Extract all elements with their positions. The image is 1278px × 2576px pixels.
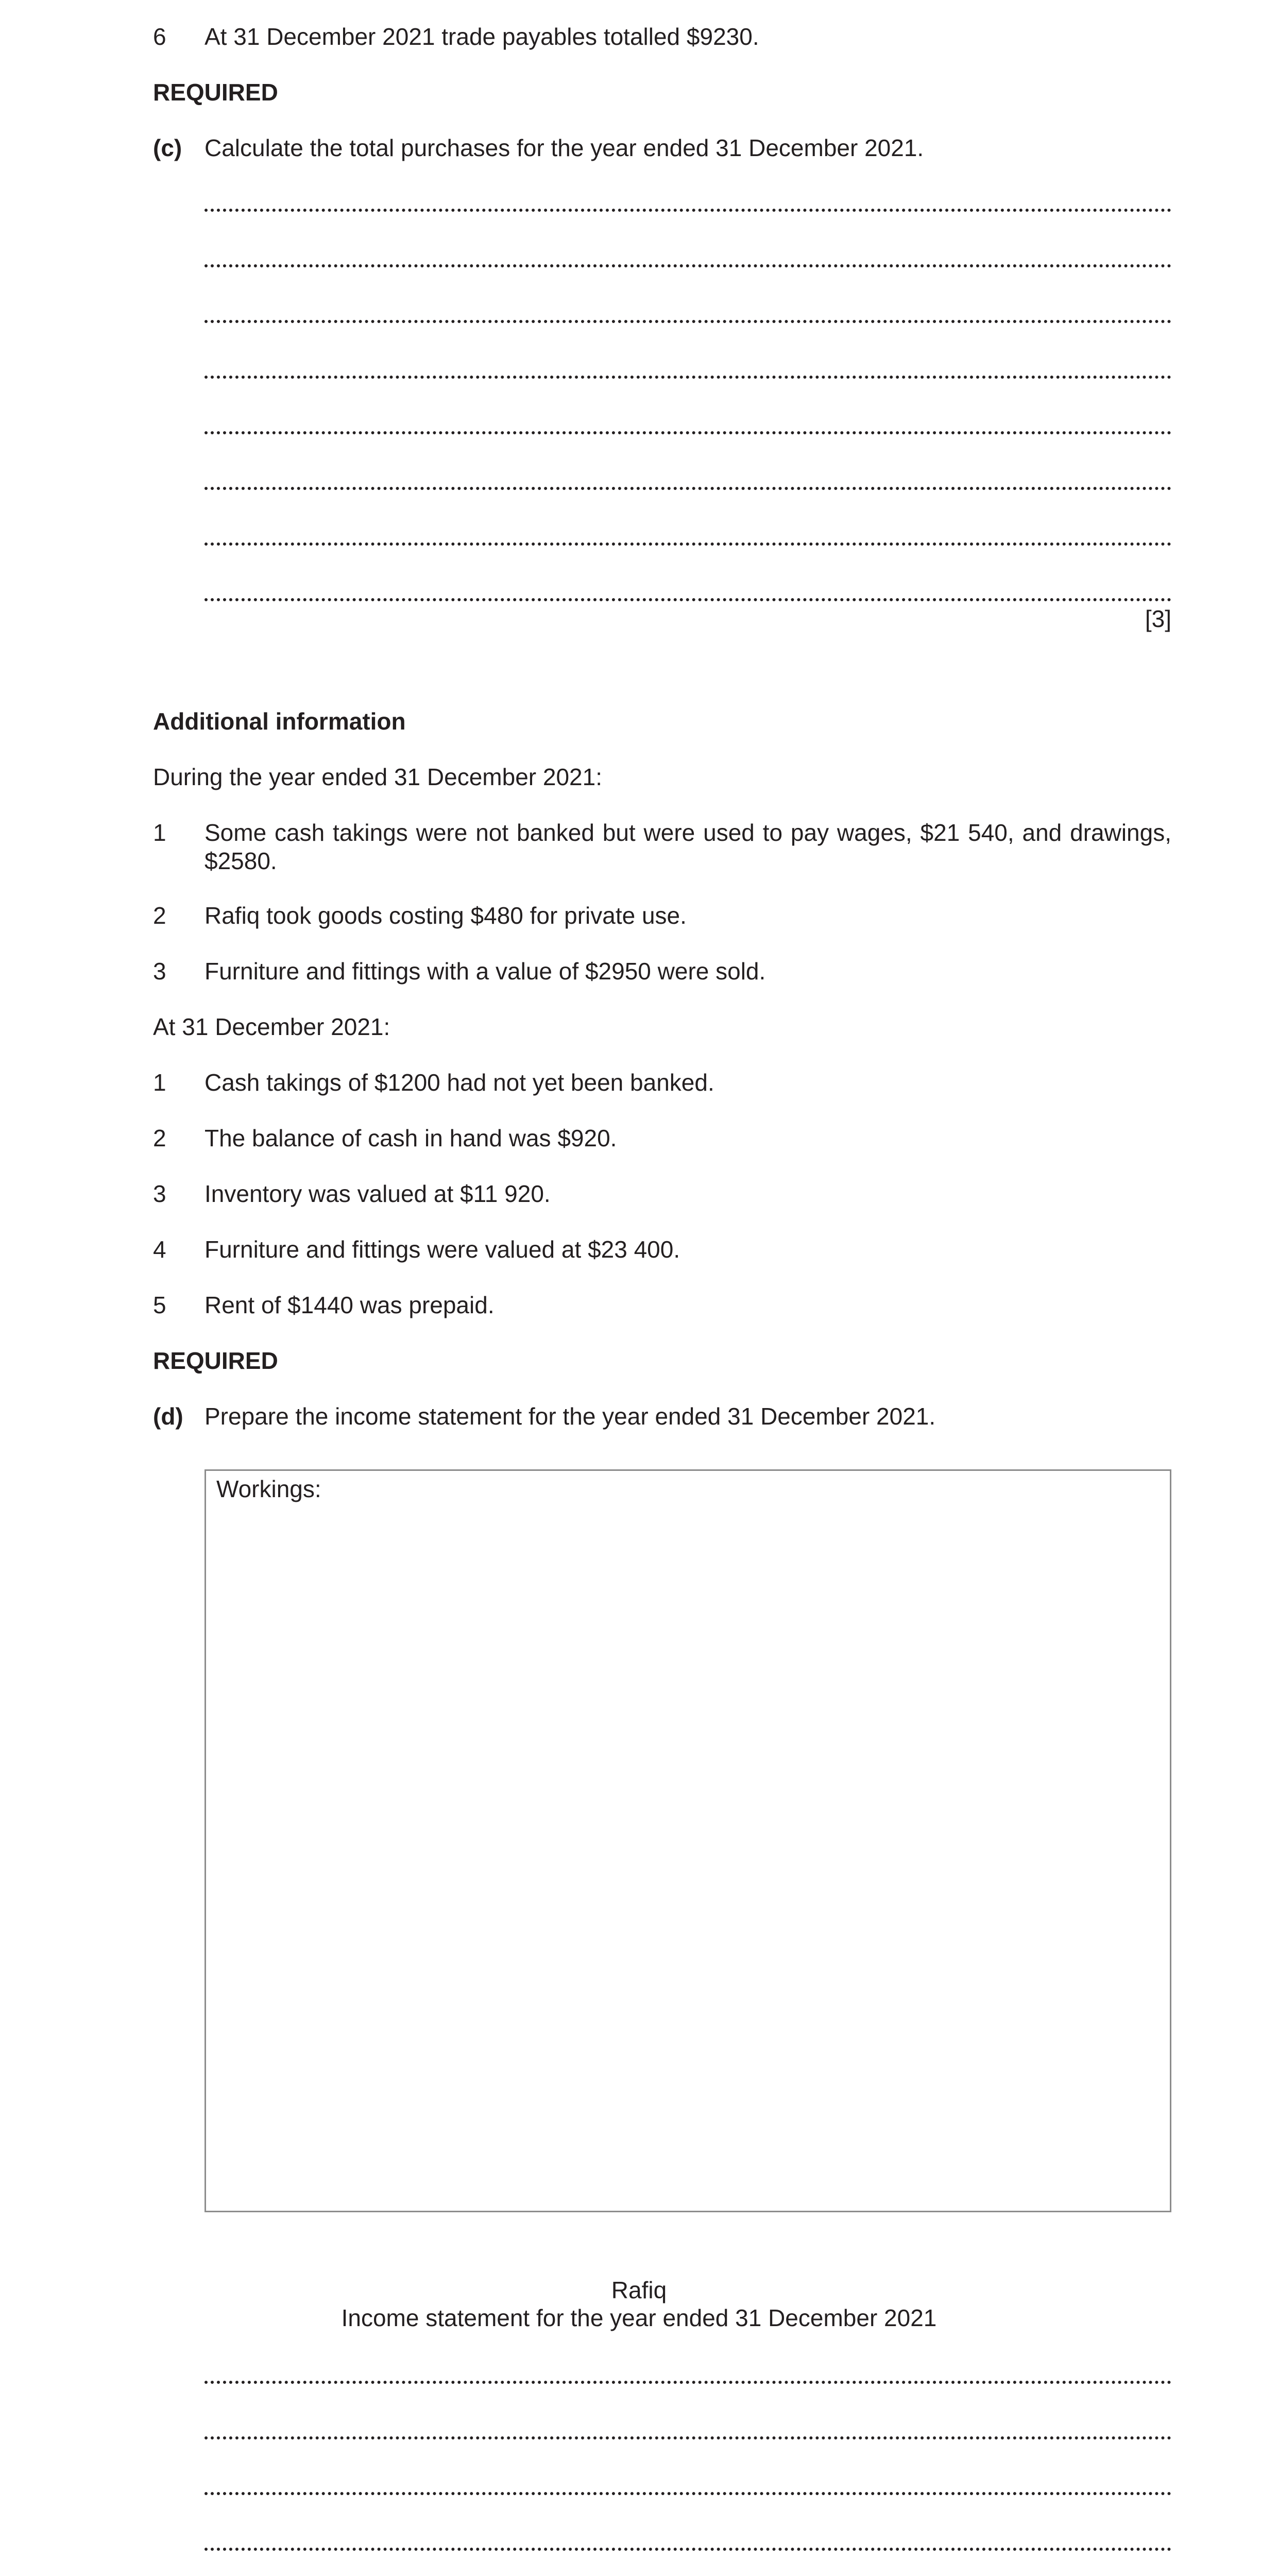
part-c-label: (c) — [153, 134, 182, 161]
item-number: 3 — [153, 1180, 166, 1207]
part-c-question: Calculate the total purchases for the year ended 31 December 2021. — [205, 134, 924, 161]
answer-line[interactable] — [205, 543, 1171, 546]
workings-label: Workings: — [216, 1476, 321, 1502]
marks-c: [3] — [1145, 605, 1171, 632]
item-number: 3 — [153, 958, 166, 985]
answer-line[interactable] — [205, 2381, 1171, 2384]
answer-line[interactable] — [205, 2492, 1171, 2495]
item-text: Furniture and fittings were valued at $23 400. — [205, 1236, 680, 1263]
answer-line[interactable] — [205, 431, 1171, 434]
answer-line[interactable] — [205, 2548, 1171, 2551]
required-heading: REQUIRED — [153, 79, 278, 106]
item-text: Rent of $1440 was prepaid. — [205, 1292, 495, 1318]
item-number: 2 — [153, 902, 166, 929]
item-number: 1 — [153, 1069, 166, 1096]
item-text: Inventory was valued at $11 920. — [205, 1180, 551, 1207]
statement-name: Rafiq — [611, 2277, 667, 2303]
answer-line[interactable] — [205, 598, 1171, 601]
required-heading: REQUIRED — [153, 1347, 278, 1374]
item-text: At 31 December 2021 trade payables totalled $9230. — [205, 23, 759, 50]
item-number: 4 — [153, 1236, 166, 1263]
answer-line[interactable] — [205, 376, 1171, 379]
answer-line[interactable] — [205, 264, 1171, 267]
answer-line[interactable] — [205, 320, 1171, 323]
additional-intro: During the year ended 31 December 2021: — [153, 764, 603, 790]
at-date-heading: At 31 December 2021: — [153, 1013, 390, 1040]
item-number: 6 — [153, 23, 166, 50]
item-number: 1 — [153, 819, 166, 846]
item-text: Rafiq took goods costing $480 for private use. — [205, 902, 687, 929]
item-text: The balance of cash in hand was $920. — [205, 1125, 617, 1151]
item-text: Some cash takings were not banked but were used to pay wages, $21 540, and drawings, $2580. — [205, 819, 1171, 875]
statement-title: Income statement for the year ended 31 December 2021 — [341, 2304, 937, 2331]
additional-heading: Additional information — [153, 708, 406, 735]
workings-box[interactable] — [205, 1469, 1171, 2212]
item-text: Furniture and fittings with a value of $2950 were sold. — [205, 958, 766, 985]
part-d-question: Prepare the income statement for the year ended 31 December 2021. — [205, 1403, 936, 1430]
item-text: Cash takings of $1200 had not yet been banked. — [205, 1069, 714, 1096]
item-number: 5 — [153, 1292, 166, 1318]
item-number: 2 — [153, 1125, 166, 1151]
answer-line[interactable] — [205, 2436, 1171, 2439]
answer-line[interactable] — [205, 487, 1171, 490]
part-d-label: (d) — [153, 1403, 183, 1430]
answer-line[interactable] — [205, 209, 1171, 212]
